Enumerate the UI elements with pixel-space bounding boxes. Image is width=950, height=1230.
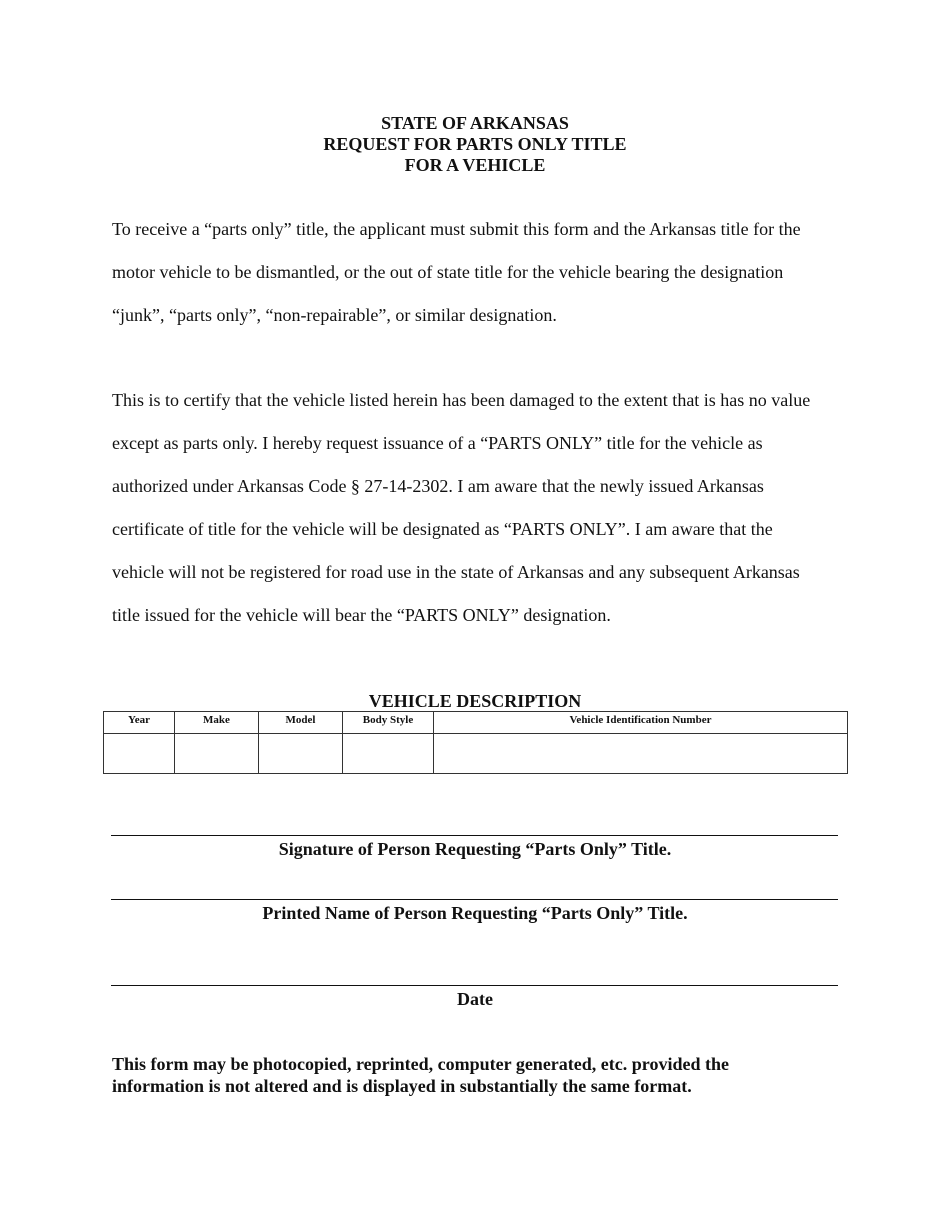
column-header-body-style: Body Style	[343, 712, 434, 734]
model-field[interactable]	[259, 734, 343, 774]
certification-line: except as parts only. I hereby request issuance of a “PARTS ONLY” title for the vehicle as	[112, 433, 763, 453]
vehicle-description-table	[103, 711, 848, 774]
column-header-model: Model	[259, 712, 343, 734]
intro-line: “junk”, “parts only”, “non-repairable”, or similar designation.	[112, 305, 557, 325]
year-field[interactable]	[104, 734, 175, 774]
column-header-make: Make	[175, 712, 259, 734]
certification-line: title issued for the vehicle will bear the “PARTS ONLY” designation.	[112, 605, 611, 625]
footer-line: information is not altered and is displayed in substantially the same format.	[112, 1076, 692, 1096]
table-header-row	[104, 712, 848, 734]
table-row	[104, 734, 848, 774]
intro-line: To receive a “parts only” title, the applicant must submit this form and the Arkansas title for the	[112, 219, 801, 239]
column-header-vin: Vehicle Identification Number	[434, 712, 848, 734]
intro-paragraph	[112, 208, 852, 337]
vin-field[interactable]	[434, 734, 848, 774]
make-field[interactable]	[175, 734, 259, 774]
certification-paragraph	[112, 379, 852, 637]
signature-label: Signature of Person Requesting “Parts Only” Title.	[278, 839, 672, 859]
printed-name-line[interactable]	[111, 899, 838, 900]
date-label: Date	[457, 989, 493, 1009]
column-header-year: Year	[104, 712, 175, 734]
footer-line: This form may be photocopied, reprinted, computer generated, etc. provided the	[112, 1054, 729, 1074]
vehicle-description-heading: VEHICLE DESCRIPTION	[368, 691, 582, 711]
footer-note	[112, 1053, 852, 1097]
title-request: REQUEST FOR PARTS ONLY TITLE	[323, 134, 627, 154]
date-line[interactable]	[111, 985, 838, 986]
body-style-field[interactable]	[343, 734, 434, 774]
title-state: STATE OF ARKANSAS	[381, 113, 569, 133]
intro-line: motor vehicle to be dismantled, or the out of state title for the vehicle bearing the designation	[112, 262, 784, 282]
certification-line: This is to certify that the vehicle listed herein has been damaged to the extent that is has no value	[112, 390, 811, 410]
title-vehicle: FOR A VEHICLE	[404, 155, 546, 175]
certification-line: certificate of title for the vehicle will be designated as “PARTS ONLY”. I am aware that the	[112, 519, 773, 539]
form-title	[0, 113, 950, 176]
signature-line[interactable]	[111, 835, 838, 836]
certification-line: vehicle will not be registered for road use in the state of Arkansas and any subsequent Arkansas	[112, 562, 800, 582]
certification-line: authorized under Arkansas Code § 27-14-2302. I am aware that the newly issued Arkansas	[112, 476, 764, 496]
printed-name-label: Printed Name of Person Requesting “Parts Only” Title.	[262, 903, 688, 923]
